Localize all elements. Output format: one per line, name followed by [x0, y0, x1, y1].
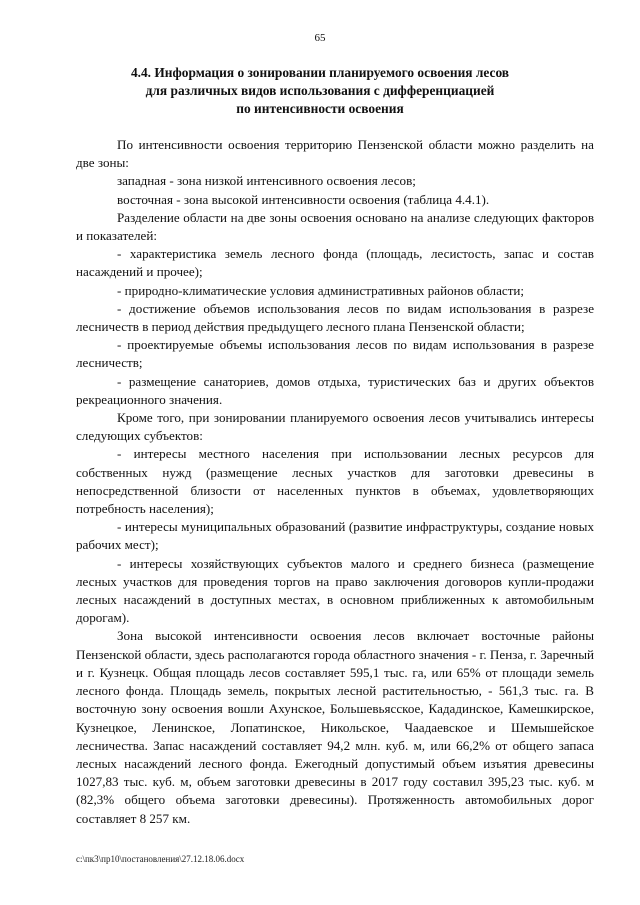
paragraph: - проектируемые объемы использования лесов по видам использования в разрезе лесничеств; [76, 337, 594, 371]
page-number: 65 [314, 32, 326, 44]
paragraph: Зона высокой интенсивности освоения лесов включает восточные районы Пензенской области, здесь располагаются города областного значения - г. Пенза, г. Заречный и г. Кузнецк. Общая площадь лесов составляет 595,1 тыс. га, или 65% от площади земель лесного фонда. Площадь земель, покрытых лесной растительностью, - 561,3 тыс. га. В восточную зону освоения вошли Ахунское, Большевьясское, Кададинское, Камешкирское, Кузнецкое, Ленинское, Лопатинское, Никольское, Чаадаевское и Шемышейское лесничества. Запас насаждений составляет 94,2 млн. куб. м, или 66,2% от общего запаса лесных насаждений лесного фонда. Ежегодный допустимый объем изъятия древесины 1027,83 тыс. куб. м, объем заготовки древесины в 2017 году составил 395,23 тыс. куб. м (82,3% общего объема заготовки древесины). Протяженность автомобильных дорог составляет 8 257 км. [76, 628, 594, 826]
paragraph: - характеристика земель лесного фонда (площадь, лесистость, запас и состав насаждений и прочее); [76, 246, 594, 280]
paragraph: - размещение санаториев, домов отдыха, туристических баз и других объектов рекреационного значения. [76, 373, 594, 407]
heading-line: 4.4. Информация о зонировании планируемого освоения лесов [130, 65, 510, 80]
heading-line: по интенсивности освоения [236, 101, 404, 116]
heading-line: для различных видов использования с дифференциацией [145, 83, 495, 98]
paragraph: Кроме того, при зонировании планируемого освоения лесов учитывались интересы следующих субъектов: [76, 410, 594, 444]
paragraph: - интересы местного населения при использовании лесных ресурсов для собственных нужд (размещение лесных участков для заготовки древесины в непосредственной близости от населенных пунктов в объемах, удовлетворяющих потребность населения); [76, 446, 594, 517]
paragraph: - интересы муниципальных образований (развитие инфраструктуры, создание новых рабочих мест); [76, 519, 594, 553]
paragraph: - достижение объемов использования лесов по видам использования в разрезе лесничеств в период действия предыдущего лесного плана Пензенской области; [76, 300, 594, 335]
paragraph: западная - зона низкой интенсивного освоения лесов; [117, 173, 416, 189]
paragraph: По интенсивности освоения территорию Пензенской области можно разделить на две зоны: [76, 137, 594, 171]
body-text [76, 136, 594, 828]
paragraph: - природно-климатические условия административных районов области; [117, 282, 525, 298]
paragraph: - интересы хозяйствующих субъектов малого и среднего бизнеса (размещение лесных участков для проведения торгов на право заключения договоров купли-продажи лесных насаждений в доступных местах, в основном приближенных к автомобильным дорогам). [76, 555, 594, 626]
footer-file-path: c:\пк3\пр10\постановления\27.12.18.06.docx [76, 854, 245, 864]
paragraph: восточная - зона высокой интенсивности освоения (таблица 4.4.1). [117, 191, 490, 207]
paragraph: Разделение области на две зоны освоения основано на анализе следующих факторов и показателей: [76, 209, 594, 244]
section-heading [100, 64, 540, 118]
